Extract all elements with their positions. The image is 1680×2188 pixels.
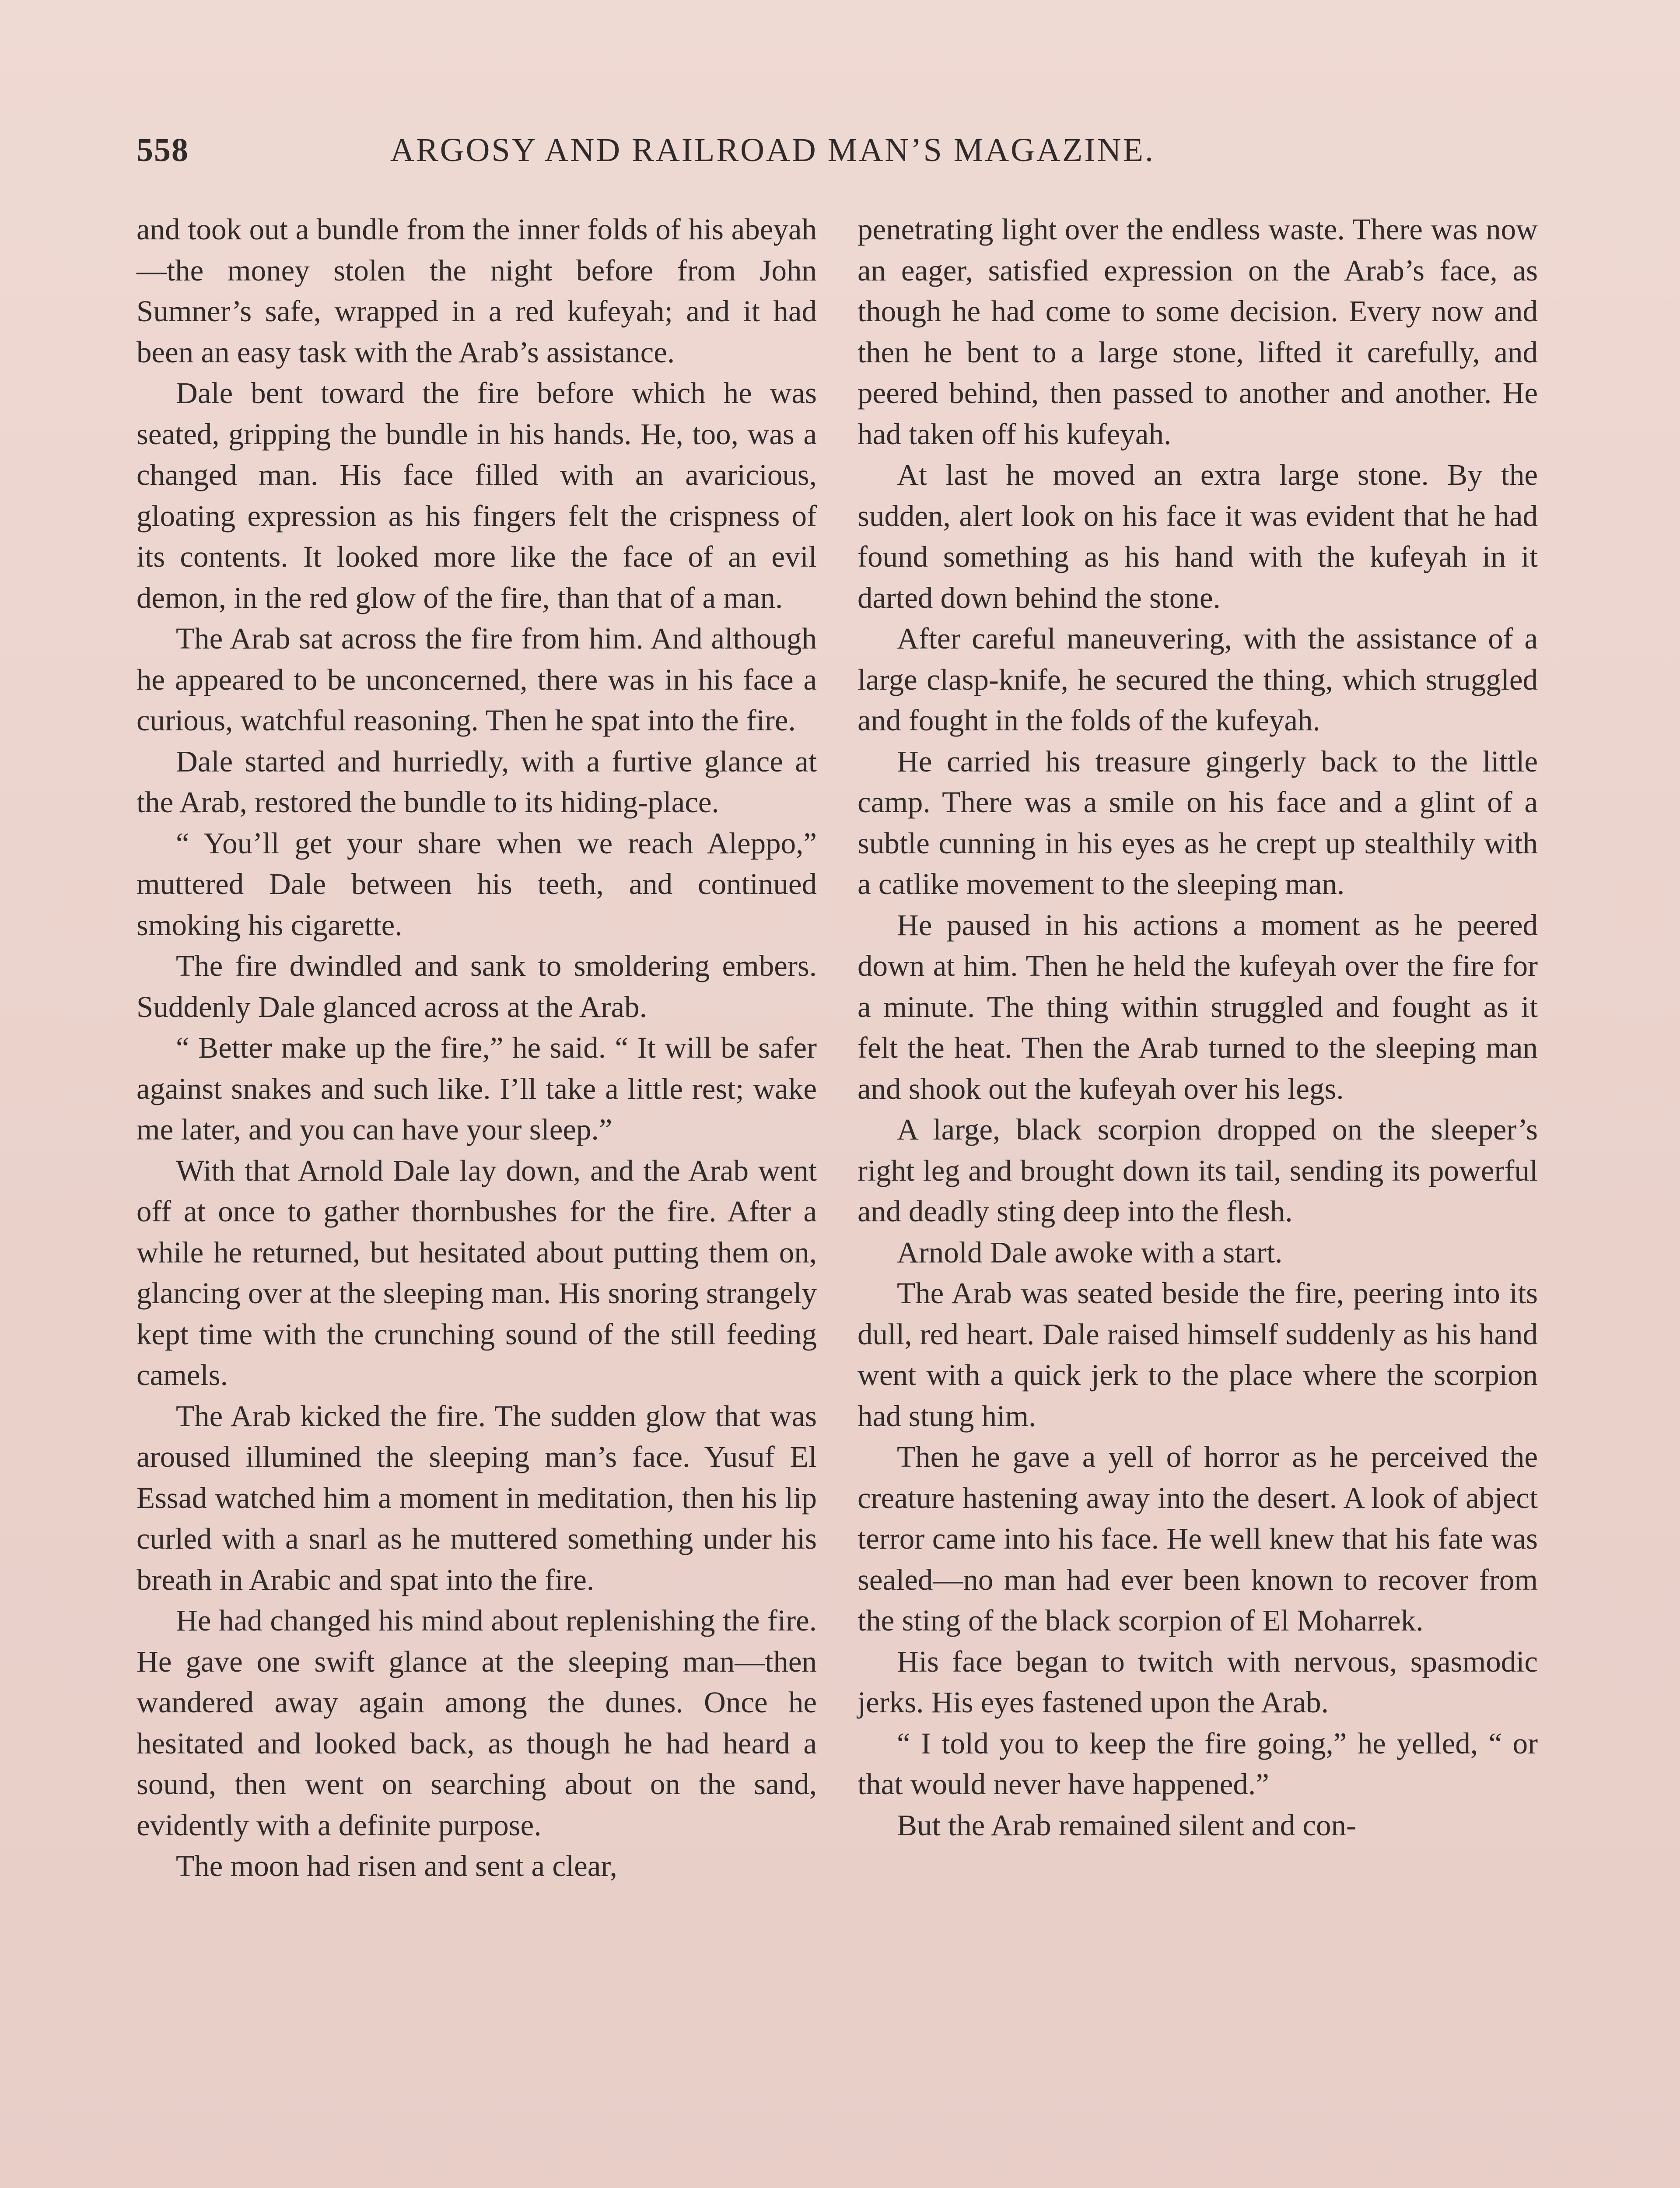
paragraph: and took out a bundle from the inner folds of his abeyah—the money stolen the night before from John Sumner’s safe, wrapped in a red kufeyah; and it had been an easy task with the Arab’s assistance. bbox=[136, 213, 817, 369]
paragraph: The Arab was seated beside the fire, peering into its dull, red heart. Dale raised himself suddenly as his hand went with a quick jerk to the place where the scorpion had stung him. bbox=[858, 1276, 1538, 1433]
page-number: 558 bbox=[136, 132, 189, 168]
paragraph: The Arab sat across the fire from him. And although he appeared to be unconcerned, there was in his face a curious, watchful reasoning. Then he spat into the fire. bbox=[136, 622, 817, 737]
page-header bbox=[136, 131, 1519, 179]
paragraph: After careful maneuvering, with the assistance of a large clasp-knife, he secured the thing, which struggled and fought in the folds of the kufeyah. bbox=[858, 622, 1538, 737]
paragraph: With that Arnold Dale lay down, and the Arab went off at once to gather thornbushes for the fire. After a while he returned, but hesitated about putting them on, glancing over at the sleeping man. His snoring strangely kept time with the crunching sound of the still feeding camels. bbox=[136, 1154, 817, 1392]
paragraph: Then he gave a yell of horror as he perceived the creature hastening away into the desert. A look of abject terror came into his face. He well knew that his fate was sealed—no man had ever been known to recover from the sting of the black scorpion of El Moharrek. bbox=[858, 1440, 1538, 1637]
paragraph: He carried his treasure gingerly back to the little camp. There was a smile on his face and a glint of a subtle cunning in his eyes as he crept up stealthily with a catlike movement to the sleeping man. bbox=[858, 744, 1538, 901]
running-title: ARGOSY AND RAILROAD MAN’S MAGAZINE. bbox=[390, 132, 1155, 168]
paragraph: He paused in his actions a moment as he peered down at him. Then he held the kufeyah over the fire for a minute. The thing within struggled and fought as it felt the heat. Then the Arab turned to the sleeping man and shook out the kufeyah over his legs. bbox=[858, 908, 1538, 1105]
left-column bbox=[136, 209, 817, 1887]
paragraph: Dale started and hurriedly, with a furtive glance at the Arab, restored the bundle to its hiding-place. bbox=[136, 744, 817, 819]
paragraph: “ Better make up the fire,” he said. “ It will be safer against snakes and such like. I’ll take a little rest; wake me later, and you can have your sleep.” bbox=[136, 1031, 817, 1146]
paragraph: But the Arab remained silent and con- bbox=[897, 1808, 1357, 1842]
paragraph: The moon had risen and sent a clear, bbox=[176, 1849, 617, 1883]
paragraph: Dale bent toward the fire before which he was seated, gripping the bundle in his hands. He, too, was a changed man. His face filled with an avaricious, gloating expression as his fingers felt the crispness of its contents. It looked more like the face of an evil demon, in the red glow of the fire, than that of a man. bbox=[136, 376, 817, 614]
paragraph: “ I told you to keep the fire going,” he yelled, “ or that would never have happened.” bbox=[858, 1726, 1538, 1801]
paragraph: A large, black scorpion dropped on the sleeper’s right leg and brought down its tail, sending its powerful and deadly sting deep into the flesh. bbox=[858, 1113, 1538, 1228]
paragraph: The Arab kicked the fire. The sudden glow that was aroused illumined the sleeping man’s face. Yusuf El Essad watched him a moment in meditation, then his lip curled with a snarl as he muttered something under his breath in Arabic and spat into the fire. bbox=[136, 1399, 817, 1596]
paragraph: Arnold Dale awoke with a start. bbox=[897, 1235, 1283, 1269]
paragraph: penetrating light over the endless waste. There was now an eager, satisfied expression on the Arab’s face, as though he had come to some decision. Every now and then he bent to a large stone, lifted it carefully, and peered behind, then passed to another and another. He had taken off his kufeyah. bbox=[858, 213, 1538, 451]
paragraph: “ You’ll get your share when we reach Aleppo,” muttered Dale between his teeth, and continued smoking his cigarette. bbox=[136, 826, 817, 942]
paragraph: He had changed his mind about replenishing the fire. He gave one swift glance at the sleeping man—then wandered away again among the dunes. Once he hesitated and looked back, as though he had heard a sound, then went on searching about on the sand, evidently with a definite purpose. bbox=[136, 1604, 817, 1842]
paragraph: His face began to twitch with nervous, spasmodic jerks. His eyes fastened upon the Arab. bbox=[858, 1645, 1538, 1719]
paragraph: The fire dwindled and sank to smoldering embers. Suddenly Dale glanced across at the Arab. bbox=[136, 949, 817, 1024]
right-column bbox=[858, 209, 1538, 1846]
paragraph: At last he moved an extra large stone. By the sudden, alert look on his face it was evident that he had found something as his hand with the kufeyah in it darted down behind the stone. bbox=[858, 458, 1538, 614]
